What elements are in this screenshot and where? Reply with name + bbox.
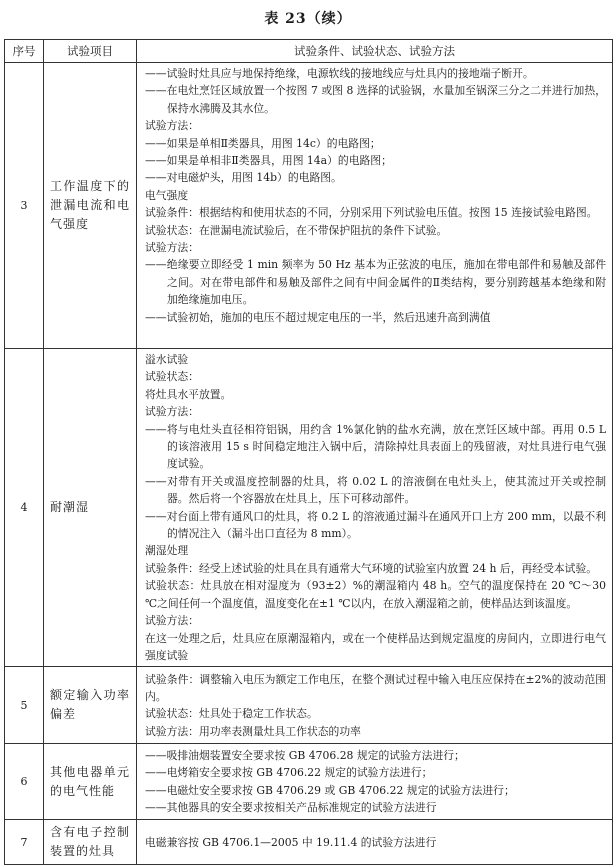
condition-line: ——对台面上带有通风口的灶具，将 0.2 L 的溶液通过漏斗在通风开口上方 200 mm，以最不利的情况注入（漏斗出口直径为 8 mm）。 <box>145 509 606 541</box>
condition-line: 试验状态：灶具处于稳定工作状态。 <box>145 707 318 721</box>
table-row <box>5 744 613 820</box>
condition-line: 电气强度 <box>145 188 189 202</box>
test-item: 其他电器单元的电气性能 <box>44 744 137 820</box>
row-number: 6 <box>5 744 44 820</box>
condition-line: 试验方法： <box>145 241 199 255</box>
condition-line: ——对带有开关或温度控制器的灶具，将 0.02 L 的溶液倒在电灶头上，使其流过开关或控制器。然后将一个容器放在灶具上，压下可移动部件。 <box>145 474 606 506</box>
condition-line: ——吸排油烟装置安全要求按 GB 4706.28 规定的试验方法进行； <box>145 749 465 762</box>
condition-line: 试验方法： <box>145 405 199 419</box>
condition-line: ——试验初始，施加的电压不超过规定电压的一半，然后迅速升高到满值 <box>145 310 491 324</box>
header-item: 试验项目 <box>44 40 137 63</box>
condition-line: ——将与电灶头直径相符铝锅，用约含 1%氯化钠的盐水充满，放在烹饪区域中部。再用 0.5 L 的该溶液用 15 s 时间稳定地注入锅中后，清除掉灶具表面上的残留液，对灶具进行电气强度试验。 <box>145 422 606 471</box>
condition-line: ——在电灶烹饪区域放置一个按图 7 或图 8 选择的试验锅，水量加至锅深三分之二并进行加热，保持水沸腾及其水位。 <box>145 84 606 115</box>
condition-line: ——电磁灶安全要求按 GB 4706.29 或 GB 4706.22 规定的试验方法进行； <box>145 783 515 797</box>
condition-line: ——电烤箱安全要求按 GB 4706.22 规定的试验方法进行； <box>145 766 433 780</box>
test-conditions <box>137 667 613 744</box>
test-conditions <box>137 744 613 820</box>
test-item: 额定输入功率偏差 <box>44 667 137 744</box>
condition-line: 将灶具水平放置。 <box>145 387 232 401</box>
condition-line: 试验方法： <box>145 119 199 133</box>
condition-line: ——如果是单相非Ⅱ类器具，用图 14a）的电路图； <box>145 154 392 168</box>
condition-line: 试验条件：经受上述试验的灶具在具有通常大气环境的试验室内放置 24 h 后，再经受本试验。 <box>145 561 598 575</box>
condition-line: 试验状态： <box>145 370 199 384</box>
condition-line: 试验方法： <box>145 614 199 628</box>
condition-line: 溢水试验 <box>145 353 189 366</box>
table-row <box>5 63 613 349</box>
condition-line: 电磁兼容按 GB 4706.1—2005 中 19.11.4 的试验方法进行 <box>145 835 437 849</box>
test-item: 耐潮湿 <box>44 349 137 667</box>
header-conditions: 试验条件、试验状态、试验方法 <box>137 40 613 63</box>
condition-line: 试验状态：灶具放在相对湿度为（93±2）%的潮湿箱内 48 h。空气的温度保持在 20 ℃～30 ℃之间任何一个温度值，温度变化在±1 ℃以内，在放入潮湿箱之前，使样品达到该温度。 <box>145 579 606 610</box>
table-title: 表 23（续） <box>264 11 352 27</box>
test-table <box>4 39 613 865</box>
test-conditions <box>137 349 613 667</box>
condition-line: ——试验时灶具应与地保持绝缘，电源软线的接地线应与灶具内的接地端子断开。 <box>145 67 534 80</box>
row-number: 4 <box>5 349 44 667</box>
test-conditions <box>137 63 613 349</box>
table-row <box>5 820 613 865</box>
test-item: 工作温度下的泄漏电流和电气强度 <box>44 63 137 349</box>
table-row <box>5 667 613 744</box>
header-no: 序号 <box>5 40 44 63</box>
condition-line: 试验方法：用功率表测量灶具工作状态的功率 <box>145 724 361 738</box>
condition-line: ——绝缘要立即经受 1 min 频率为 50 Hz 基本为正弦波的电压，施加在带电部件和易触及部件之间。对在带电部件和易触及部件之间有中间金属件的Ⅱ类结构，要分别跨越基本绝缘和附加绝缘施加电压。 <box>145 258 606 307</box>
table-header-row <box>5 40 613 63</box>
row-number: 3 <box>5 63 44 349</box>
row-number: 7 <box>5 820 44 865</box>
condition-line: 试验条件：调整输入电压为额定工作电压，在整个测试过程中输入电压应保持在±2%的波动范围内。 <box>145 672 606 703</box>
condition-line: 在这一处理之后，灶具应在原潮湿箱内，或在一个使样品达到规定温度的房间内，立即进行电气强度试验 <box>145 631 606 662</box>
row-number: 5 <box>5 667 44 744</box>
condition-line: ——其他器具的安全要求按相关产品标准规定的试验方法进行 <box>145 801 437 815</box>
test-item: 含有电子控制装置的灶具 <box>44 820 137 865</box>
condition-line: ——如果是单相Ⅱ类器具，用图 14c）的电路图； <box>145 136 381 150</box>
condition-line: 潮湿处理 <box>145 544 189 558</box>
condition-line: 试验状态：在泄漏电流试验后，在不带保护阻抗的条件下试验。 <box>145 223 448 237</box>
condition-line: ——对电磁炉头，用图 14b）的电路图。 <box>145 171 342 185</box>
test-conditions <box>137 820 613 865</box>
table-row <box>5 349 613 667</box>
condition-line: 试验条件：根据结构和使用状态的不同，分别采用下列试验电压值。按图 15 连接试验电路图。 <box>145 206 598 220</box>
